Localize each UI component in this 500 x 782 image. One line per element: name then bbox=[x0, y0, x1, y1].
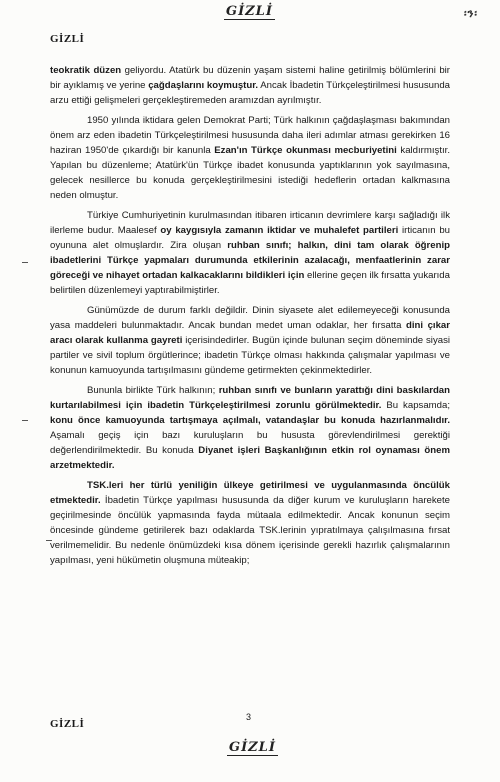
classification-label-top: GİZLİ bbox=[50, 33, 85, 45]
bold-text-segment: Diyanet işleri Başkanlığının etkin rol oynaması önem arzetmektedir. bbox=[50, 445, 450, 471]
paragraph bbox=[50, 63, 450, 108]
page-number: 3 bbox=[246, 712, 252, 722]
text-segment: irticanın bu oyununa alet olmuşlardır. Zira oluşan bbox=[50, 225, 450, 251]
bold-text-segment: ruhban sınıfı; halkın, dini tam olarak öğrenip ibadetlerini Türkçe yapmaları durumunda etkilerinin azalacağı, menfaatlerinin zarar göreceği ve nihayet ortadan kalkacaklarını bildikleri için bbox=[50, 240, 450, 281]
paragraph bbox=[50, 113, 450, 203]
classification-stamp-bottom: GİZLİ bbox=[229, 740, 276, 755]
bold-text-segment: oy kaygısıyla zamanın iktidar ve muhalefet partileri bbox=[160, 225, 399, 236]
text-segment: kaldırmıştır. Yapılan bu düzenleme; Atatürk'ün Türkçe ibadet konusunda yaptıklarının yok sayılmasına, gelecek nesillerce bu konuda gerçekleştirilmesini istediği hedeflerin ortadan kalkmasına neden olmuştur. bbox=[50, 145, 450, 201]
bold-text-segment: teokratik düzen bbox=[50, 65, 122, 76]
bold-text-segment: çağdaşlarını koymuştur. bbox=[148, 80, 259, 91]
corner-mark: ፡ን፡ bbox=[464, 8, 478, 20]
text-segment: içerisindedirler. Bugün içinde bulunan seçim döneminde siyasi partiler ve sivil toplum örgütlerince; ibadetin Türkçe olması hakkında çalışmalar yapılması ve konunun kamuoyunda tartışılmasını gündeme getirmekten çekinmektedirler. bbox=[50, 335, 451, 376]
paragraph bbox=[50, 383, 450, 473]
paragraph bbox=[50, 478, 450, 568]
text-segment: 1950 yılında iktidara gelen Demokrat Parti; Türk halkının çağdaşlaşması bakımından önem arz eden ibadetin Türkçeleştirilmesi hususunda daha ileri adımlar atması gerekirken 16 haziran 1950'de çıkardığı bir kanunla bbox=[50, 115, 450, 156]
bold-text-segment: konu önce kamuoyunda tartışmaya açılmalı, vatandaşlar bu konuda hazırlanmalıdır. bbox=[50, 415, 450, 426]
bold-text-segment: ruhban sınıfı ve bunların yarattığı dini baskılardan kurtarılabilmesi için ibadetin Türkçeleştirilmesi zorunlu görülmektedir. bbox=[50, 385, 450, 411]
text-segment: Ancak İbadetin Türkçeleştirilmesi hususunda arzu ettiği gelişmeleri gerçekleştiremeden aramızdan ayrılmıştır. bbox=[50, 80, 450, 106]
bold-text-segment: TSK.leri her türlü yeniliğin ülkeye getirilmesi ve uygulanmasında öncülük etmektedir. bbox=[50, 480, 450, 506]
document-body bbox=[50, 63, 450, 573]
paragraph bbox=[50, 303, 450, 378]
paragraph bbox=[50, 208, 450, 298]
text-segment: Bununla birlikte Türk halkının; bbox=[87, 385, 219, 396]
classification-label-bottom: GİZLİ bbox=[50, 718, 85, 730]
text-segment: Günümüzde de durum farklı değildir. Dinin siyasete alet edilemeyeceği konusunda yasa maddeleri bulunmaktadır. Ancak bundan medet uman odaklar, her fırsatta bbox=[50, 305, 450, 331]
margin-mark bbox=[22, 420, 28, 421]
classification-stamp-top: GİZLİ bbox=[226, 4, 273, 19]
bold-text-segment: Ezan'ın Türkçe okunması mecburiyetini bbox=[214, 145, 397, 156]
text-segment: İbadetin Türkçe yapılması hususunda da diğer kurum ve kuruluşların harekete geçirilmesinde öncülük yapmasında fayda mütaala edilmektedir. Ancak konunun seçim öncesinde gündeme getirilerek bazı odaklarda TSK.lerinin yıpratılmaya çalışılmasına fırsat verilmemelidir. Bu nedenle önümüzdeki kısa dönem içerisinde gerekli hazırlık çalışmalarının yapılması, yeni hükümetin oluşmuna müteakip; bbox=[50, 495, 450, 566]
text-segment: Türkiye Cumhuriyetinin kurulmasından itibaren irticanın devrimlere karşı sağladığı ilk ilerleme budur. Maalesef bbox=[50, 210, 450, 236]
text-segment: ellerine geçen ilk fırsatta yukarıda belirtilen düzenlemeyi yaptırabilmiştirler. bbox=[50, 270, 450, 296]
text-segment: geliyordu. Atatürk bu düzenin yaşam sistemi haline getirilmiş bölümlerini bir bir ayıklamış ve yerine bbox=[50, 65, 450, 91]
margin-mark bbox=[22, 262, 28, 263]
text-segment: Bu kapsamda; bbox=[381, 400, 450, 411]
bold-text-segment: dini çıkar aracı olarak kullanma gayreti bbox=[50, 320, 450, 346]
text-segment: Aşamalı geçiş için bazı kuruluşların bu hususta görevlendirilmesi gerektiği değerlendirilmektedir. Bu konuda bbox=[50, 430, 450, 456]
